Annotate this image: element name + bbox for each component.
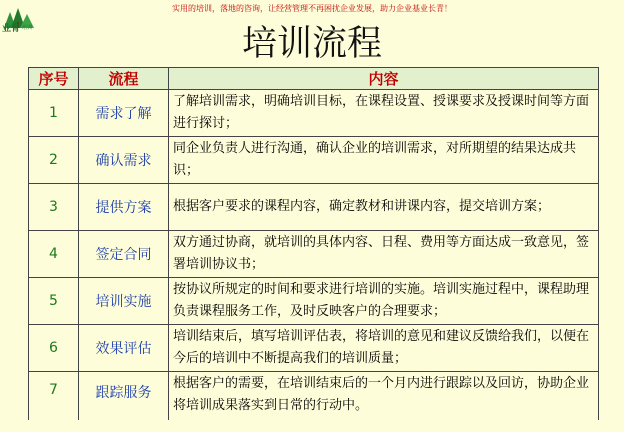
header-number: 序号: [29, 68, 79, 90]
slogan: 实用的培训，落地的咨询，让经营管理不再困扰企业发展，助力企业基业长青！: [172, 4, 452, 13]
table-row: [29, 137, 599, 184]
row-number: 1: [29, 90, 79, 137]
table-row: [29, 231, 599, 278]
row-content: 培训结束后，填写培训评估表，将培训的意见和建议反馈给我们，以便在今后的培训中不断提高我们的培训质量；: [169, 325, 599, 372]
row-step: 签定合同: [79, 231, 169, 278]
logo-subtext: 培训: [22, 25, 33, 31]
row-step: 效果评估: [79, 325, 169, 372]
table-row: [29, 90, 599, 137]
row-content: 根据客户要求的课程内容，确定教材和讲课内容，提交培训方案；: [169, 184, 599, 231]
logo-text: 业青: [2, 24, 21, 34]
table-row: [29, 184, 599, 231]
row-step: 提供方案: [79, 184, 169, 231]
row-number: 3: [29, 184, 79, 231]
row-step: 需求了解: [79, 90, 169, 137]
table-header-row: [29, 68, 599, 90]
process-table: [28, 67, 599, 420]
row-number: 6: [29, 325, 79, 372]
row-content: 了解培训需求，明确培训目标，在课程设置、授课要求及授课时间等方面进行探讨；: [169, 90, 599, 137]
row-content: 根据客户的需要，在培训结束后的一个月内进行跟踪以及回访，协助企业将培训成果落实到日常的行动中。: [169, 372, 599, 421]
table-row: [29, 372, 599, 421]
row-number: 4: [29, 231, 79, 278]
table-row: [29, 278, 599, 325]
row-step: 跟踪服务: [79, 372, 169, 421]
row-content: 同企业负责人进行沟通，确认企业的培训需求，对所期望的结果达成共识；: [169, 137, 599, 184]
row-number: 2: [29, 137, 79, 184]
row-step: 培训实施: [79, 278, 169, 325]
row-content: 双方通过协商，就培训的具体内容、日程、费用等方面达成一致意见，签署培训协议书；: [169, 231, 599, 278]
row-step: 确认需求: [79, 137, 169, 184]
row-number: 5: [29, 278, 79, 325]
header-step: 流程: [79, 68, 169, 90]
header-content: 内容: [169, 68, 599, 90]
row-content: 按协议所规定的时间和要求进行培训的实施。培训实施过程中，课程助理负责课程服务工作，及时反映客户的合理要求；: [169, 278, 599, 325]
row-number: 7: [29, 372, 79, 421]
page-title: 培训流程: [241, 24, 382, 64]
table-row: [29, 325, 599, 372]
